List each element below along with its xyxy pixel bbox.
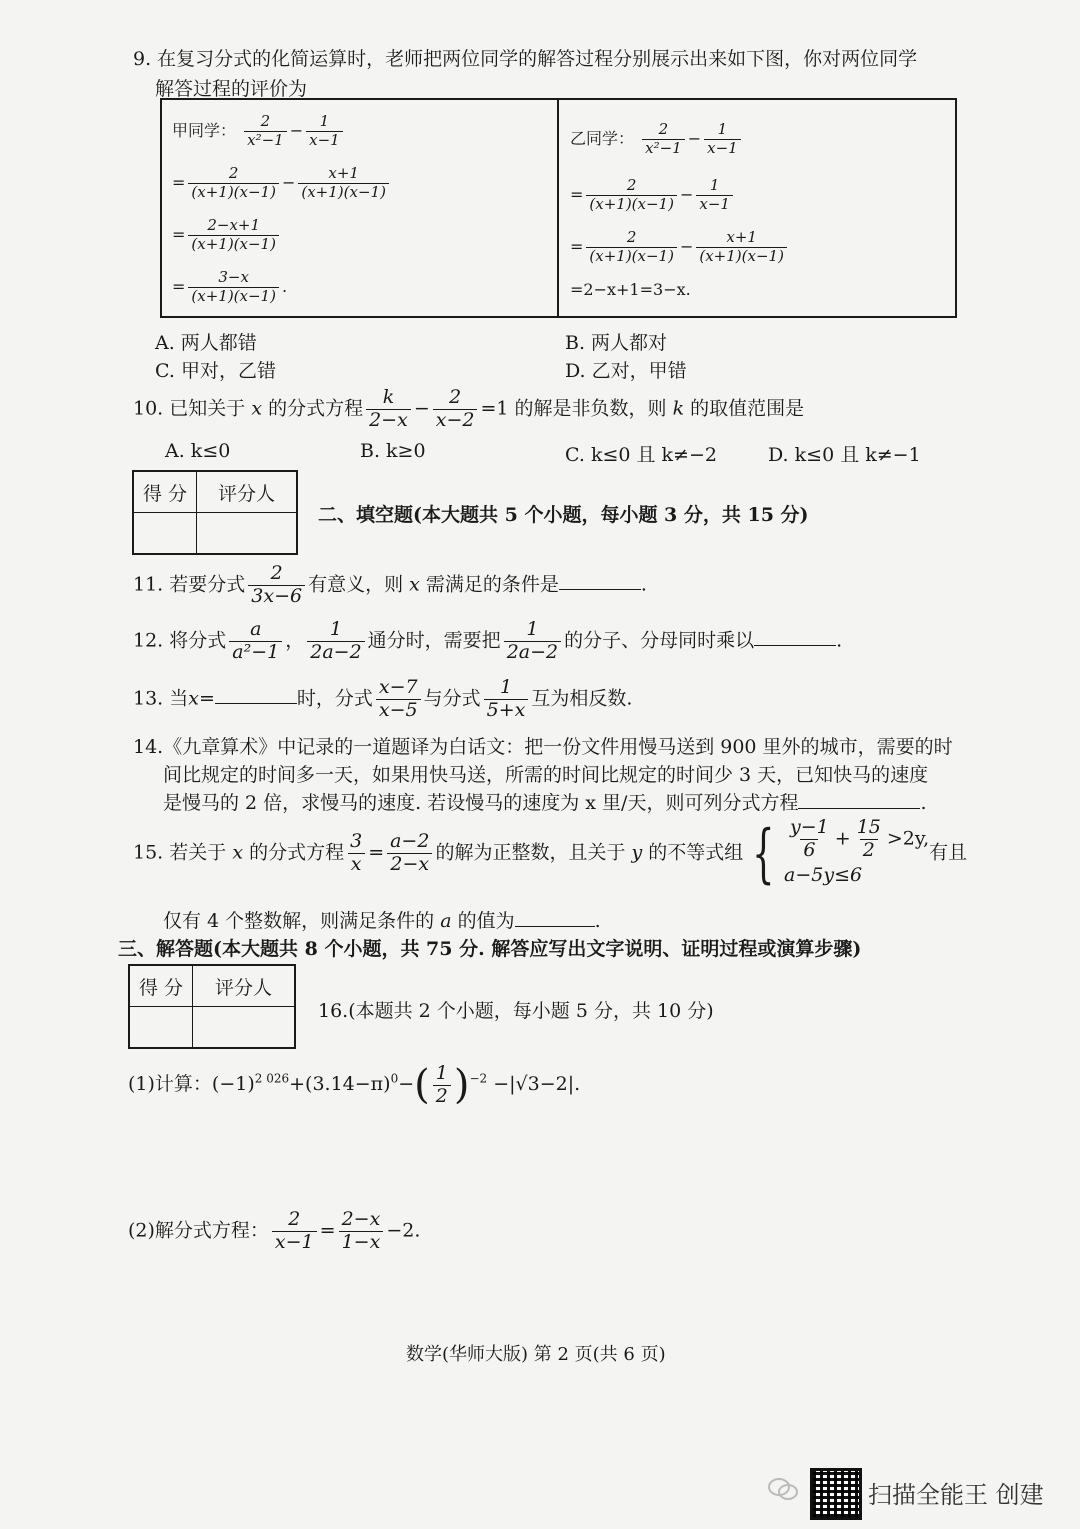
q14-answer-blank[interactable] bbox=[798, 808, 920, 809]
wechat-icon bbox=[768, 1478, 798, 1500]
score-label: 得 分 bbox=[133, 471, 197, 513]
system-brace: { bbox=[752, 816, 775, 891]
q9-solution-box bbox=[160, 98, 957, 318]
jia-solution-line3: = $\frac{2-x+1}{(x+1)(x-1)}$ bbox=[172, 218, 282, 253]
grader-cell[interactable] bbox=[197, 513, 298, 555]
jia-label: 甲同学： bbox=[172, 120, 237, 140]
section3-title: 三、解答题(本大题共 8 个小题，共 75 分. 解答应写出文字说明、证明过程或演算步骤) bbox=[118, 938, 862, 960]
q12-stem: 12. 将分式 $\frac{a}{\text{a²−1}}$ ， $\frac{1}{2a-2}$ 通分时，需要把 $\frac{1}{2a-2}$ 的分子、分母同时乘以 . bbox=[133, 618, 843, 663]
q10-option-d: D. k≤0 且 k≠−1 bbox=[768, 444, 921, 466]
q10-stem: 10. 已知关于 x 的分式方程 $\frac{k}{2-x}$ − $\frac{2}{x-2}$ =1 的解是非负数，则 k 的取值范围是 bbox=[133, 386, 805, 431]
q16-part1: (1)计算：$(-1)^{2 026}+(3.14-\pi)^0-$( $\frac{1}{2}$ )$^{-2}$ −|√3−2|. bbox=[128, 1061, 581, 1108]
grader-cell[interactable] bbox=[193, 1007, 296, 1049]
q10-option-a: A. k≤0 bbox=[165, 440, 231, 462]
jia-solution-line4: = $\frac{3-x}{(x+1)(x-1)}$ . bbox=[172, 268, 288, 305]
jia-solution-line1: 甲同学： $\frac{2}{\text{x²−1}}$ − $\frac{1}{x-1}$ bbox=[172, 114, 346, 149]
page-footer: 数学(华师大版) 第 2 页(共 6 页) bbox=[406, 1344, 666, 1365]
q13-answer-blank[interactable] bbox=[215, 703, 297, 704]
q10-option-c: C. k≤0 且 k≠−2 bbox=[565, 444, 717, 466]
q11-stem: 11. 若要分式 $\frac{2}{3x-6}$ 有意义，则 x 需满足的条件是 . bbox=[133, 562, 647, 607]
yi-solution-line3: = $\frac{2}{(x+1)(x-1)}$ − $\frac{x+1}{(x+1)(x-1)}$ bbox=[570, 230, 790, 265]
yi-label: 乙同学： bbox=[570, 128, 635, 148]
yi-solution-line4: =2−x+1=3−x. bbox=[570, 280, 691, 299]
q10-option-b: B. k≥0 bbox=[360, 440, 426, 462]
score-label: 得 分 bbox=[129, 965, 193, 1007]
q9-option-b: B. 两人都对 bbox=[565, 332, 668, 354]
grade-box-section2 bbox=[132, 470, 298, 555]
q14-line3: 是慢马的 2 倍，求慢马的速度. 若设慢马的速度为 x 里/天，则可列分式方程 . bbox=[163, 792, 927, 814]
score-cell[interactable] bbox=[133, 513, 197, 555]
q11-answer-blank[interactable] bbox=[559, 589, 641, 590]
score-cell[interactable] bbox=[129, 1007, 193, 1049]
q16-title: 16.(本题共 2 个小题，每小题 5 分，共 10 分) bbox=[318, 1000, 714, 1022]
yi-solution-line2: = $\frac{2}{(x+1)(x-1)}$ − $\frac{1}{x-1}$ bbox=[570, 178, 736, 213]
q9-option-c: C. 甲对，乙错 bbox=[155, 360, 276, 382]
jia-solution-line2: = $\frac{2}{(x+1)(x-1)}$ − $\frac{x+1}{(x+1)(x-1)}$ bbox=[172, 166, 392, 201]
yi-solution-line1: 乙同学： $\frac{2}{\text{x²−1}}$ − $\frac{1}{x-1}$ bbox=[570, 122, 744, 157]
q9-divider bbox=[557, 100, 559, 316]
q15-answer-blank[interactable] bbox=[515, 926, 595, 927]
q9-stem-line2: 解答过程的评价为 bbox=[155, 78, 308, 100]
q9-option-a: A. 两人都错 bbox=[155, 332, 257, 354]
q15-stem: 15. 若关于 x 的分式方程 $\frac{3}{x}$ = $\frac{a-2}{2-x}$ 的解为正整数，且关于 y 的不等式组 { $\frac{y-1}{6}$ + $\frac{15}{2}$ >2y, a−5y≤6 有且 bbox=[133, 816, 968, 891]
q15-line2: 仅有 4 个整数解，则满足条件的 a 的值为 . bbox=[163, 910, 601, 932]
watermark-text: 扫描全能王 创建 bbox=[868, 1481, 1044, 1509]
q14-line1: 14.《九章算术》中记录的一道题译为白话文：把一份文件用慢马送到 900 里外的城市，需要的时 bbox=[133, 736, 953, 758]
q13-stem: 13. 当x= 时，分式 $\frac{x-7}{x-5}$ 与分式 $\frac{1}{5+x}$ 互为相反数. bbox=[133, 676, 633, 721]
qr-code-icon bbox=[810, 1468, 862, 1520]
grade-box-section3 bbox=[128, 964, 296, 1049]
grader-label: 评分人 bbox=[193, 965, 296, 1007]
section2-title: 二、填空题(本大题共 5 个小题，每小题 3 分，共 15 分) bbox=[318, 504, 809, 526]
q16-part2: (2)解分式方程： $\frac{2}{x-1}$ = $\frac{2-x}{1-x}$ −2. bbox=[128, 1208, 421, 1253]
q14-line2: 间比规定的时间多一天，如果用快马送，所需的时间比规定的时间少 3 天，已知快马的速度 bbox=[163, 764, 929, 786]
q12-answer-blank[interactable] bbox=[754, 645, 836, 646]
q9-option-d: D. 乙对，甲错 bbox=[565, 360, 687, 382]
q9-stem-line1: 9. 在复习分式的化简运算时，老师把两位同学的解答过程分别展示出来如下图，你对两位同学 bbox=[133, 48, 918, 70]
inequality-system: $\frac{y-1}{6}$ + $\frac{15}{2}$ >2y, a−5y≤6 bbox=[784, 816, 930, 886]
grader-label: 评分人 bbox=[197, 471, 298, 513]
